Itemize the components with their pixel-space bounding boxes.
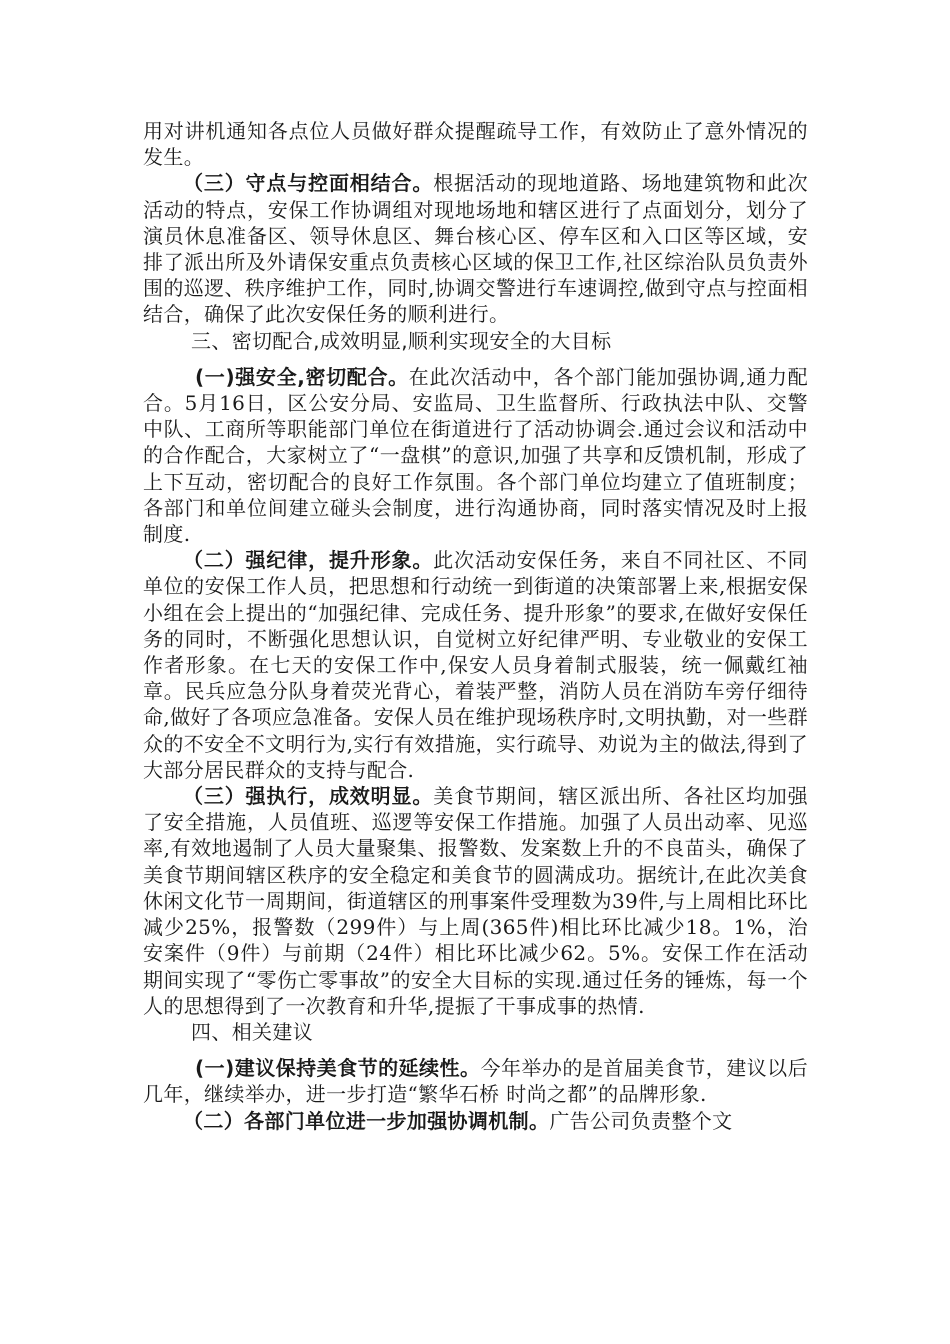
section-heading-3: 三、密切配合,成效明显,顺利实现安全的大目标 <box>191 328 612 353</box>
subheading: （二）强纪律，提升形象。 <box>183 548 434 573</box>
paragraph-text: 根据活动的现地道路、场地建筑物和此次活动的特点，安保工作协调组对现地场地和辖区进行了点面划分，划分了演员休息准备区、领导休息区、舞台核心区、停车区和入口区等区域，安排了派出所及外请保安重点负责核心区域的保卫工作,社区综治队员负责外围的巡逻、秩序维护工作，同时,协调交警进行车速调控,做到守点与控面相结合，确保了此次安保任务的顺利进行。 <box>143 171 808 327</box>
subheading: (一)建议保持美食节的延续性。 <box>195 1056 481 1081</box>
paragraph-continuation <box>143 118 808 170</box>
section-heading-4: 四、相关建议 <box>191 1019 314 1044</box>
paragraph-suggestion-2 <box>143 1108 808 1134</box>
paragraph-suggestion-1 <box>143 1055 808 1107</box>
subheading: （三）守点与控面相结合。 <box>183 171 434 196</box>
document-page <box>143 118 808 1134</box>
paragraph-execution <box>143 783 808 1019</box>
paragraph-text: 在此次活动中，各个部门能加强协调,通力配合。5月16日，区公安分局、安监局、卫生监督所、行政执法中队、交警中队、工商所等职能部门单位在街道进行了活动协调会.通过会议和活动中的合作配合，大家树立了“一盘棋”的意识,加强了共享和反馈机制，形成了上下互动，密切配合的良好工作氛围。各个部门单位均建立了值班制度；各部门和单位间建立碰头会制度，进行沟通协商，同时落实情况及时上报制度. <box>143 364 808 547</box>
paragraph-text: 广告公司负责整个文 <box>549 1108 733 1133</box>
paragraph-text: 用对讲机通知各点位人员做好群众提醒疏导工作，有效防止了意外情况的发生。 <box>143 119 808 170</box>
paragraph-text: 此次活动安保任务，来自不同社区、不同单位的安保工作人员，把思想和行动统一到街道的决策部署上来,根据安保小组在会上提出的“加强纪律、完成任务、提升形象”的要求,在做好安保任务的同时，不断强化思想认识，自觉树立好纪律严明、专业敬业的安保工作者形象。在七天的安保工作中,保安人员身着制式服装，统一佩戴红袖章。民兵应急分队身着荧光背心，着装严整，消防人员在消防车旁仔细待命,做好了各项应急准备。安保人员在维护现场秩序时,文明执勤，对一些群众的不安全不文明行为,实行有效措施，实行疏导、劝说为主的做法,得到了大部分居民群众的支持与配合. <box>143 548 808 782</box>
subheading: （二）各部门单位进一步加强协调机制。 <box>183 1108 550 1133</box>
paragraph-point-3 <box>143 170 808 327</box>
paragraph-text: 美食节期间，辖区派出所、各社区均加强了安全措施，人员值班、巡逻等安保工作措施。加强了人员出动率、见巡率,有效地遏制了人员大量聚集、报警数、发案数上升的不良苗头，确保了美食节期间辖区秩序的安全稳定和美食节的圆满成功。据统计,在此次美食休闲文化节一周期间，街道辖区的刑事案件受理数为39件,与上周相比环比减少25%，报警数（299件）与上周(365件)相比环比减少18。1%，治安案件（9件）与前期（24件）相比环比减少62。5%。安保工作在活动期间实现了“零伤亡零事故”的安全大目标的实现.通过任务的锤炼，每一个人的思想得到了一次教育和升华,提振了干事成事的热情. <box>143 784 808 1018</box>
subheading: （三）强执行，成效明显。 <box>183 784 434 809</box>
subheading: (一)强安全,密切配合。 <box>195 364 409 389</box>
paragraph-cooperation <box>143 364 808 547</box>
paragraph-discipline <box>143 547 808 783</box>
paragraph-text: 今年举办的是首届美食节，建议以后几年，继续举办，进一步打造“繁华石桥 时尚之都”的品牌形象. <box>143 1056 808 1107</box>
